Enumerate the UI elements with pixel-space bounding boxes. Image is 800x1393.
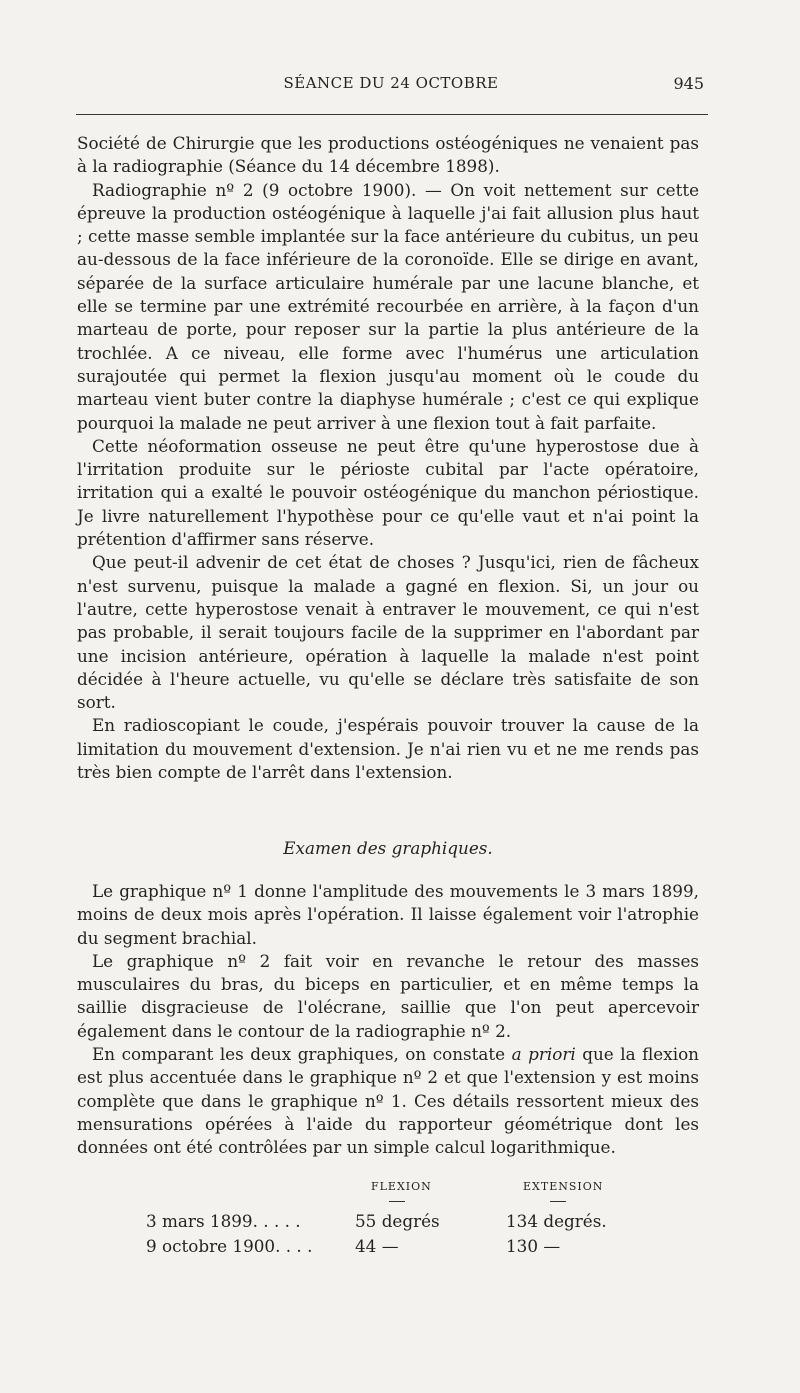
- paragraph: Le graphique nº 1 donne l'amplitude des mouvements le 3 mars 1899, moins de deux mois après l'opération. Il laisse également voir l'atrophie du segment brachial.: [77, 881, 699, 948]
- paragraph: Que peut-il advenir de cet état de choses ? Jusqu'ici, rien de fâcheux n'est survenu, puisque la malade a gagné en flexion. Si, un jour ou l'autre, cette hyperostose venait à entraver le mouvement, ce qui n'est pas probable, il serait toujours facile de la supprimer en l'abordant par une incision antérieure, opération à laquelle la malade n'est point décidée à l'heure actuelle, vu qu'elle se déclare très satisfaite de son sort.: [77, 552, 699, 713]
- cell-date: 9 octobre 1900. . . .: [146, 1236, 313, 1256]
- header-rule: [76, 114, 708, 115]
- paragraph: Société de Chirurgie que les productions ostéogéniques ne venaient pas à la radiographie (Séance du 14 décembre 1898).: [77, 133, 699, 177]
- measurements-table: [0, 1180, 800, 1270]
- section-heading: Examen des graphiques.: [283, 838, 493, 858]
- cell-flexion: 55 degrés: [355, 1211, 440, 1231]
- column-header-extension: EXTENSION: [523, 1180, 604, 1193]
- paragraph: Cette néoformation osseuse ne peut être qu'une hyperostose due à l'irritation produite sur le périoste cubital par l'acte opératoire, irritation qui a exalté le pouvoir ostéogénique du manchon périostique. Je livre naturellement l'hypothèse pour ce qu'elle vaut et n'ai point la prétention d'affirmer sans réserve.: [77, 435, 699, 550]
- paragraph-with-italic: [77, 1043, 699, 1159]
- body-text-top: [77, 132, 699, 784]
- paragraph-text: que la flexion est plus accentuée dans le graphique nº 2 et que l'extension y est moins complète que dans le graphique nº 1. Ces détails ressortent mieux des mensurations opérées à l'aide du rapporteur géométrique dont les données ont été contrôlées par un simple calcul logarithmique.: [77, 1044, 699, 1158]
- page-header: [76, 74, 706, 100]
- column-rule: [389, 1201, 405, 1202]
- column-header-flexion: FLEXION: [371, 1180, 432, 1193]
- running-title: SÉANCE DU 24 OCTOBRE: [283, 74, 499, 92]
- paragraph: En radioscopiant le coude, j'espérais pouvoir trouver la cause de la limitation du mouvement d'extension. Je n'ai rien vu et ne me rends pas très bien compte de l'arrêt dans l'extension.: [77, 715, 699, 783]
- cell-extension: 134 degrés.: [506, 1211, 607, 1231]
- paragraph-text: En comparant les deux graphiques, on constate: [92, 1044, 512, 1065]
- body-text-bottom: [77, 880, 699, 1160]
- paragraph: Le graphique nº 2 fait voir en revanche le retour des masses musculaires du bras, du biceps en particulier, et en même temps la saillie disgracieuse de l'olécrane, saillie que l'on peut apercevoir également dans le contour de la radiographie nº 2.: [77, 950, 699, 1041]
- cell-flexion: 44 —: [355, 1236, 399, 1256]
- italic-phrase: a priori: [511, 1044, 576, 1065]
- paragraph: Radiographie nº 2 (9 octobre 1900). — On voit nettement sur cette épreuve la production ostéogénique à laquelle j'ai fait allusion plus haut ; cette masse semble implantée sur la face antérieure du cubitus, un peu au-dessous de la face inférieure de la coronoïde. Elle se dirige en avant, séparée de la surface articulaire humérale par une lacune blanche, et elle se termine par une extrémité recourbée en arrière, à la façon d'un marteau de porte, pour reposer sur la partie la plus antérieure de la trochlée. A ce niveau, elle forme avec l'humérus une articulation surajoutée qui permet la flexion jusqu'au moment où le coude du marteau vient buter contre la diaphyse humérale ; c'est ce qui explique pourquoi la malade ne peut arriver à une flexion tout à fait parfaite.: [77, 179, 699, 433]
- cell-extension: 130 —: [506, 1236, 561, 1256]
- page-number: 945: [673, 74, 704, 93]
- column-rule: [550, 1201, 566, 1202]
- cell-date: 3 mars 1899. . . . .: [146, 1211, 301, 1231]
